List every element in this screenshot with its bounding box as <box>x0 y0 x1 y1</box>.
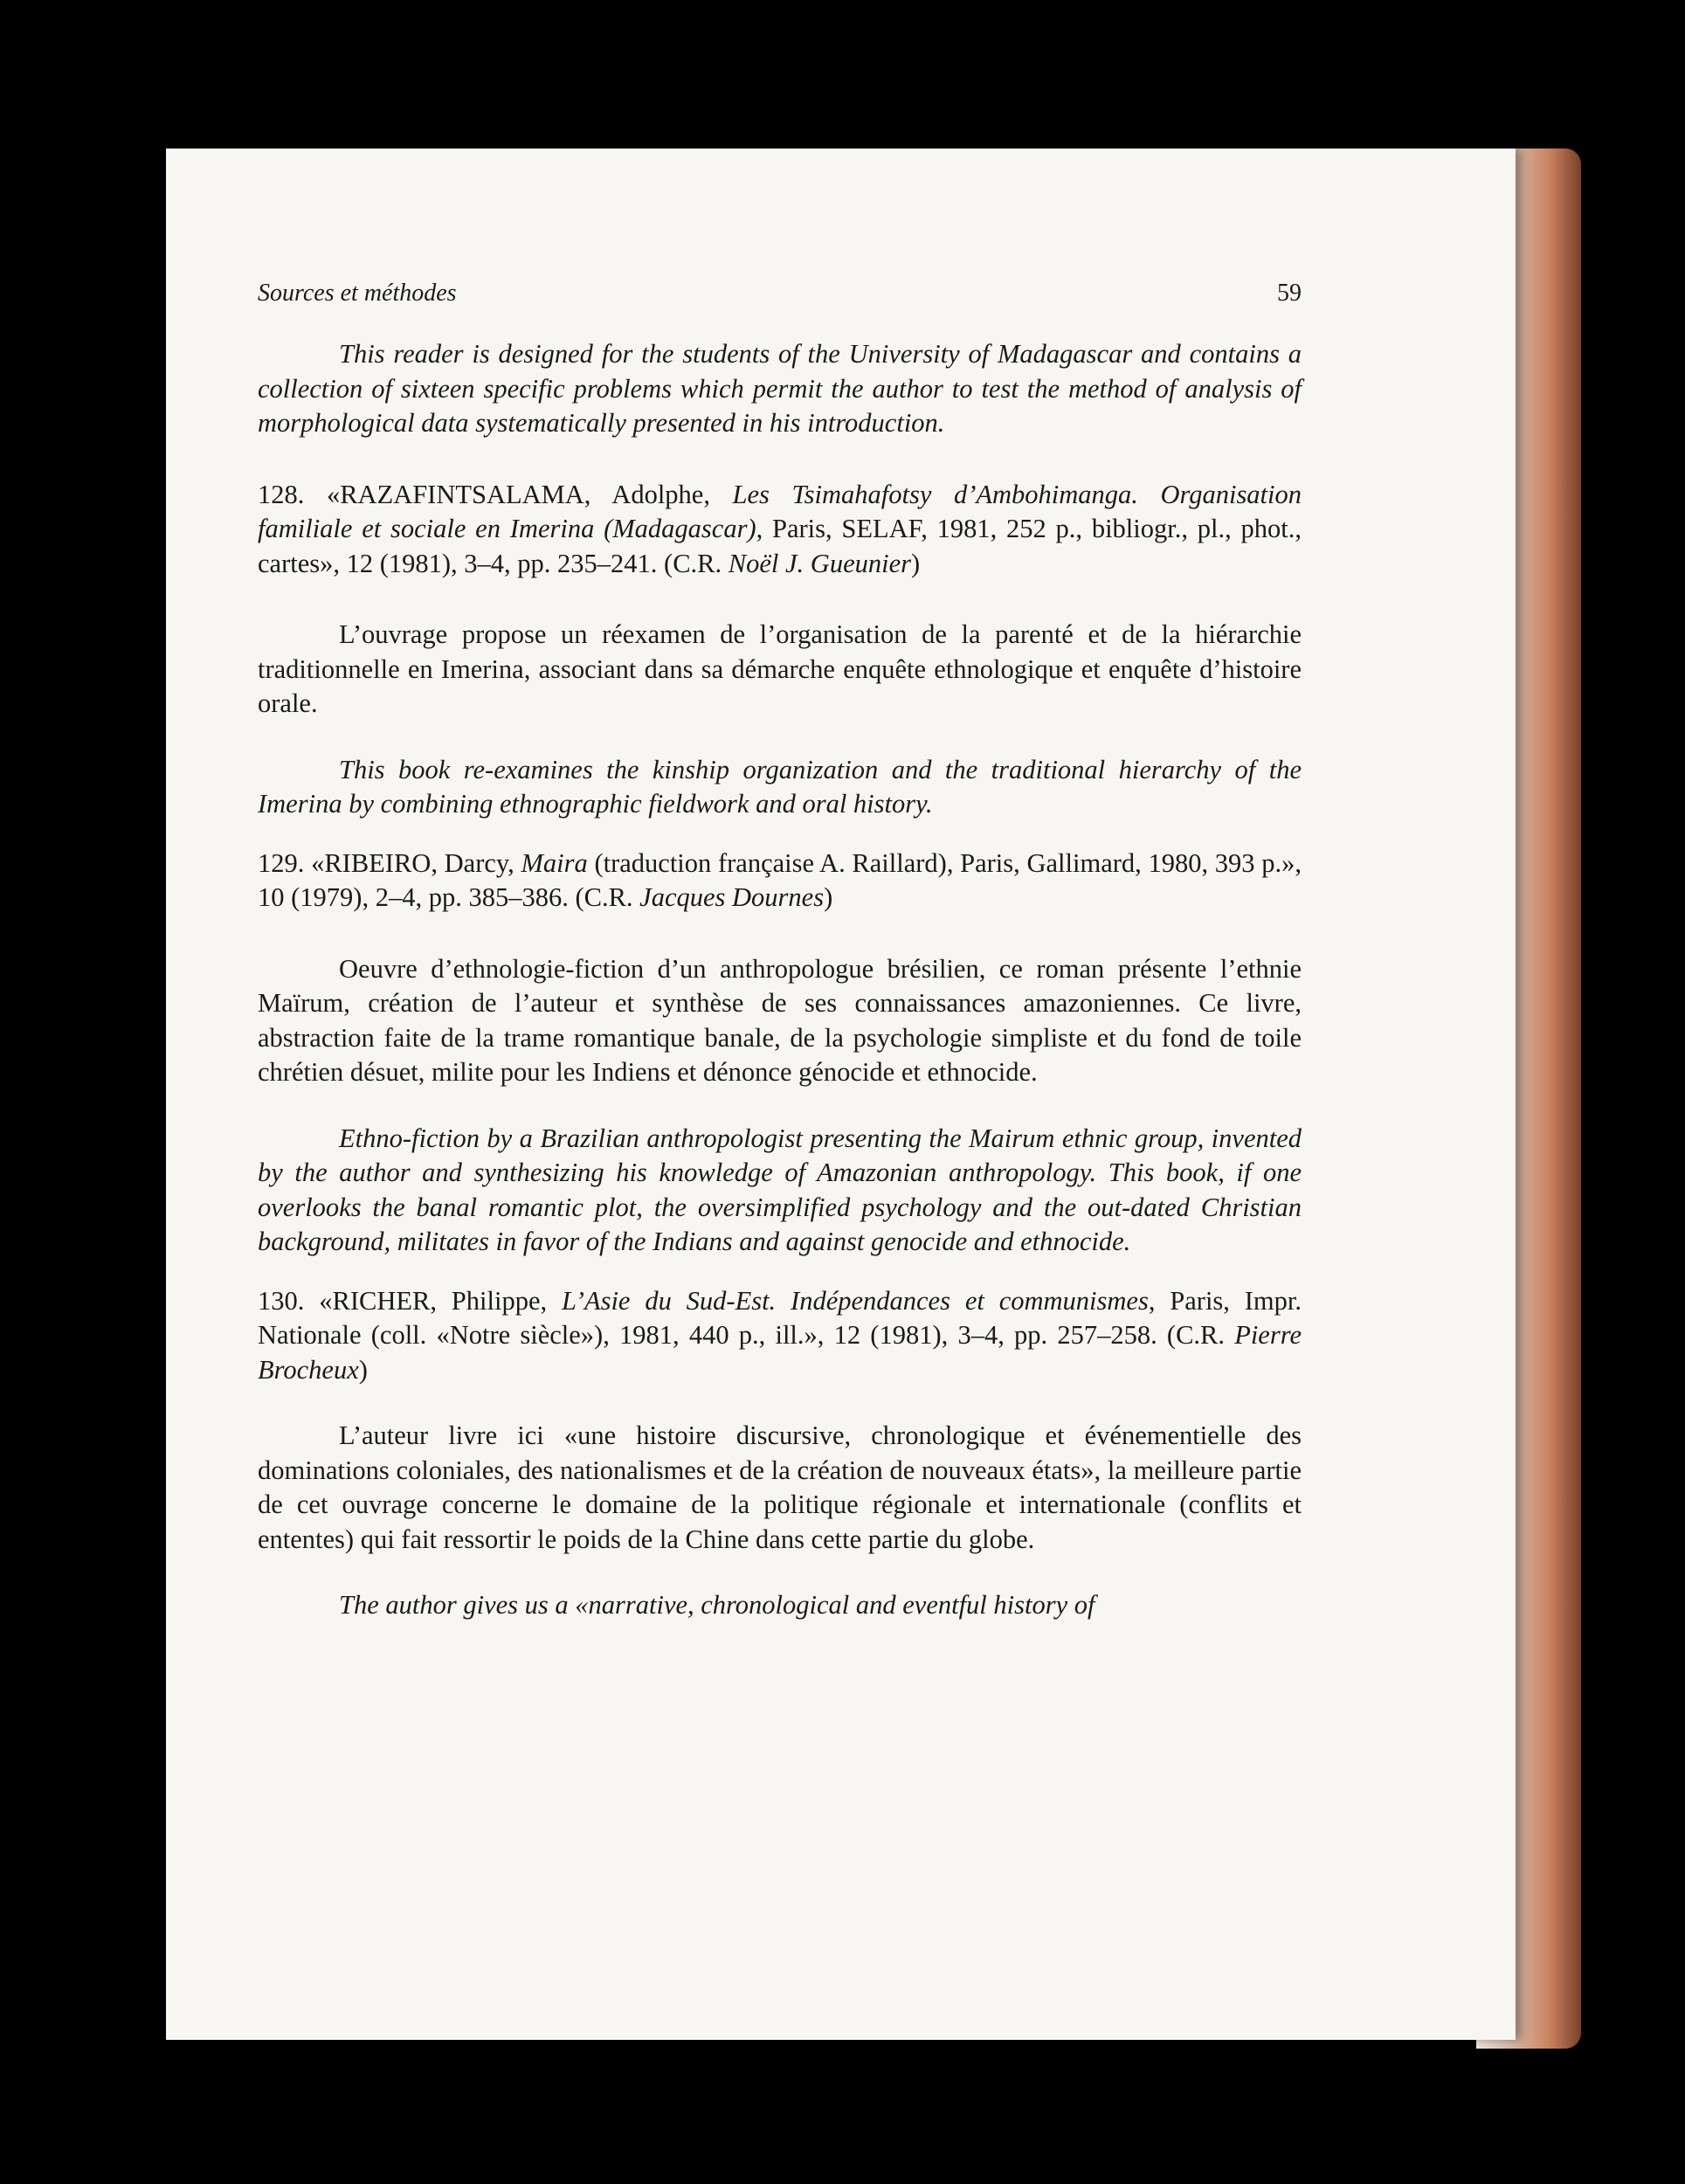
entry-129-details: (traduction française A. Raillard), Paris, Gallimard, 1980, 393 p.», 10 (1979), 2–4, pp. 385–386. (C.R. <box>258 847 1302 912</box>
french-summary-128: L’ouvrage propose un réexamen de l’organisation de la parenté et de la hiérarchie traditionnelle en Imerina, associant dans sa démarche enquête ethnologique et enquête d’histoire orale. <box>258 619 1302 718</box>
entry-128 <box>258 478 1302 582</box>
entry-129-title: Maira <box>521 847 588 878</box>
french-summary-130: L’auteur livre ici «une histoire discursive, chronologique et événementielle des dominations coloniales, des nationalismes et de la création de nouveaux états», la meilleure partie de cet ouvrage concerne le domaine de la politique régionale et internationale (conflits et ententes) qui fait ressortir le poids de la Chine dans cette partie du globe. <box>258 1420 1302 1554</box>
entry-130-reviewer: Pierre Brocheux <box>258 1320 1302 1385</box>
english-summary-129: Ethno-fiction by a Brazilian anthropologist presenting the Mairum ethnic group, invented by the author and synthesizing his knowledge of Amazonian anthropology. This book, if one overlooks the banal romantic plot, the oversimplified psychology and the out-dated Christian background, militates in favor of the Indians and against genocide and ethnocide. <box>258 1123 1302 1256</box>
entry-128-title: Les Tsimahafotsy d’Ambohimanga. Organisation familiale et sociale en Imerina (Madagascar) <box>258 479 1302 543</box>
entry-129-close: ) <box>824 882 833 912</box>
page-number: 59 <box>1277 280 1302 307</box>
entry-130-close: ) <box>358 1354 368 1385</box>
running-header <box>258 280 1302 311</box>
entry-130 <box>258 1284 1302 1388</box>
english-summary-128: This book re-examines the kinship organization and the traditional hierarchy of the Imerina by combining ethnographic fieldwork and oral history. <box>258 754 1302 819</box>
entry-128-details: , Paris, SELAF, 1981, 252 p., bibliogr., pl., phot., cartes», 12 (1981), 3–4, pp. 235–241. (C.R. <box>258 514 1302 578</box>
entry-129-reviewer: Jacques Dournes <box>639 882 825 912</box>
english-summary-127: This reader is designed for the students of the University of Madagascar and contains a collection of sixteen specific problems which permit the author to test the method of analysis of morphological data systematically presented in his introduction. <box>258 339 1302 438</box>
entry-130-details: , Paris, Impr. Nationale (coll. «Notre siècle»), 1981, 440 p., ill.», 12 (1981), 3–4, pp. 257–258. (C.R. <box>258 1285 1302 1350</box>
french-summary-129: Oeuvre d’ethnologie-fiction d’un anthropologue brésilien, ce roman présente l’ethnie Maïrum, création de l’auteur et synthèse de ses connaissances amazoniennes. Ce livre, abstraction faite de la trame romantique banale, de la psychologie simpliste et du fond de toile chrétien désuet, milite pour les Indiens et dénonce génocide et ethnocide. <box>258 953 1302 1087</box>
book-page <box>166 149 1516 2040</box>
page-content <box>258 280 1302 1623</box>
entry-128-reviewer: Noël J. Gueunier <box>728 548 911 578</box>
english-summary-130: The author gives us a «narrative, chronological and eventful history of <box>339 1590 1095 1620</box>
entry-130-lead: 130. «RICHER, Philippe, <box>258 1285 562 1316</box>
entry-130-title: L’Asie du Sud-Est. Indépendances et communismes <box>561 1285 1149 1316</box>
entry-129-lead: 129. «RIBEIRO, Darcy, <box>258 847 521 878</box>
section-title: Sources et méthodes <box>258 280 457 307</box>
entry-128-lead: 128. «RAZAFINTSALAMA, Adolphe, <box>258 479 733 509</box>
entry-129 <box>258 847 1302 916</box>
entry-128-close: ) <box>911 548 921 578</box>
